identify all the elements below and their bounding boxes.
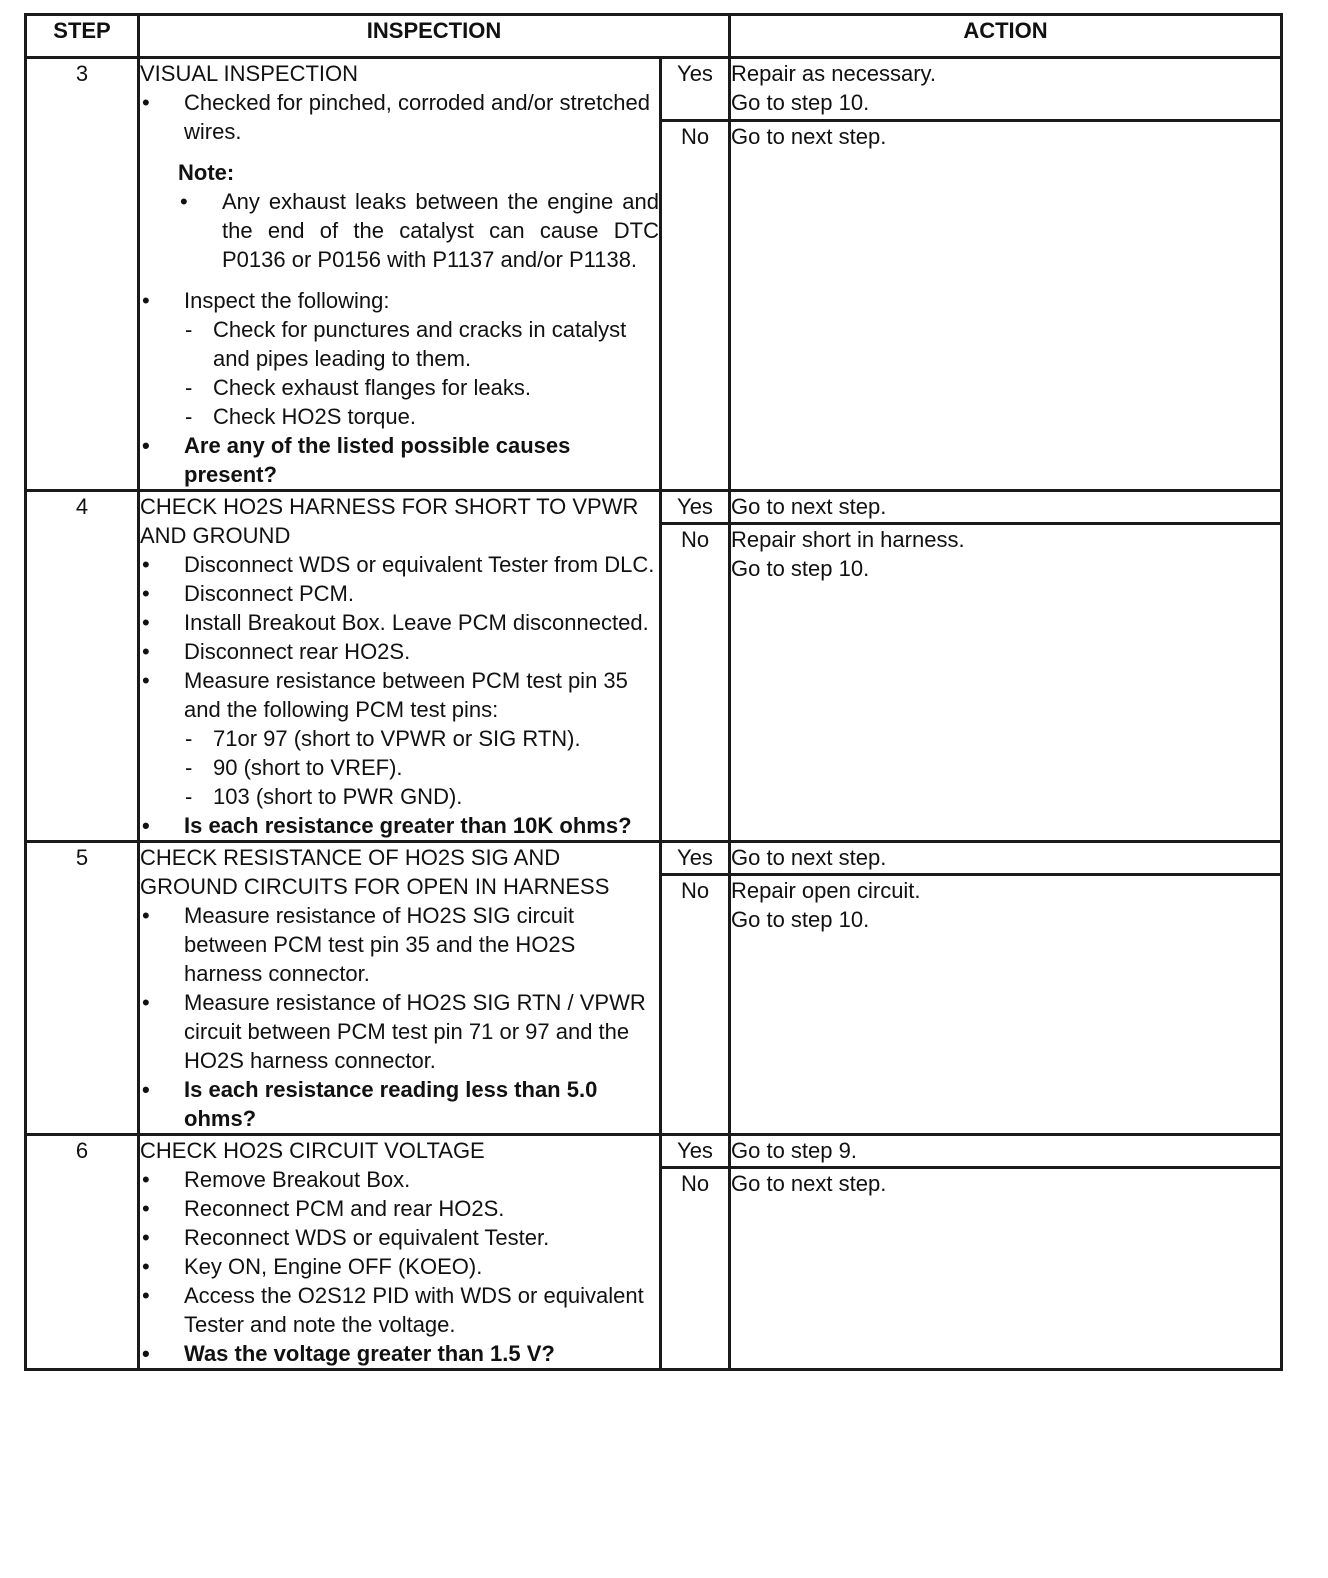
action-line: Repair open circuit. xyxy=(731,878,921,903)
no-action xyxy=(730,121,1282,491)
sub-item: - Check exhaust flanges for leaks. xyxy=(184,373,659,402)
step-number: 3 xyxy=(26,58,139,491)
no-label: No xyxy=(661,121,730,491)
no-label: No xyxy=(661,875,730,1135)
inspection-cell xyxy=(139,842,661,1135)
note-text: • Any exhaust leaks between the engine and the end of the catalyst can cause DTC P0136 or P0156 with P1137 and/or P1138. xyxy=(178,187,659,274)
list-item-text: Inspect the following: xyxy=(184,288,390,313)
bullet-list xyxy=(140,286,659,489)
step-number: 5 xyxy=(26,842,139,1135)
question: • Are any of the listed possible causes present? xyxy=(140,431,659,489)
header-inspection: INSPECTION xyxy=(139,15,730,58)
list-item: • Install Breakout Box. Leave PCM disconnected. xyxy=(140,608,659,637)
yes-label: Yes xyxy=(661,1135,730,1168)
action-line: Go to step 10. xyxy=(731,907,870,932)
inspection-cell xyxy=(139,58,661,491)
inspection-cell xyxy=(139,1135,661,1370)
header-step: STEP xyxy=(26,15,139,58)
action-line: Go to step 10. xyxy=(731,556,870,581)
step-6-yes-row xyxy=(26,1135,1282,1168)
yes-label: Yes xyxy=(661,58,730,121)
sub-item: - Check for punctures and cracks in catalyst and pipes leading to them. xyxy=(184,315,659,373)
step-title: CHECK HO2S HARNESS FOR SHORT TO VPWR AND GROUND xyxy=(140,494,639,548)
no-action xyxy=(730,875,1282,1135)
action-line: Go to step 9. xyxy=(731,1138,857,1163)
list-item-text: Measure resistance between PCM test pin 35 and the following PCM test pins: xyxy=(184,668,628,722)
list-item: • Reconnect WDS or equivalent Tester. xyxy=(140,1223,659,1252)
action-line: Go to next step. xyxy=(731,494,887,519)
yes-action xyxy=(730,842,1282,875)
action-line: Go to next step. xyxy=(731,1171,887,1196)
bullet-list xyxy=(140,88,659,146)
no-label: No xyxy=(661,1168,730,1370)
step-3-yes-row xyxy=(26,58,1282,121)
sub-list xyxy=(184,724,659,811)
action-line: Go to step 10. xyxy=(731,90,870,115)
no-action xyxy=(730,1168,1282,1370)
sub-list xyxy=(184,315,659,431)
question: • Is each resistance reading less than 5.0 ohms? xyxy=(140,1075,659,1133)
yes-label: Yes xyxy=(661,842,730,875)
list-item: • Disconnect WDS or equivalent Tester from DLC. xyxy=(140,550,659,579)
question: • Is each resistance greater than 10K ohms? xyxy=(140,811,659,840)
no-label: No xyxy=(661,524,730,842)
action-line: Go to next step. xyxy=(731,124,887,149)
sub-item: - 103 (short to PWR GND). xyxy=(184,782,659,811)
yes-label: Yes xyxy=(661,491,730,524)
step-number: 6 xyxy=(26,1135,139,1370)
bullet-list xyxy=(140,901,659,1133)
list-item xyxy=(140,666,659,811)
question: • Was the voltage greater than 1.5 V? xyxy=(140,1339,659,1368)
note-block xyxy=(178,158,659,274)
list-item: • Measure resistance of HO2S SIG RTN / VPWR circuit between PCM test pin 71 or 97 and the HO2S harness connector. xyxy=(140,988,659,1075)
bullet-list xyxy=(140,1165,659,1368)
no-action xyxy=(730,524,1282,842)
inspection-cell xyxy=(139,491,661,842)
list-item: • Remove Breakout Box. xyxy=(140,1165,659,1194)
yes-action xyxy=(730,58,1282,121)
yes-action xyxy=(730,1135,1282,1168)
list-item: • Reconnect PCM and rear HO2S. xyxy=(140,1194,659,1223)
sub-item: - 71or 97 (short to VPWR or SIG RTN). xyxy=(184,724,659,753)
header-action: ACTION xyxy=(730,15,1282,58)
action-line: Go to next step. xyxy=(731,845,887,870)
diagnostic-table xyxy=(24,13,1283,1371)
note-list xyxy=(178,187,659,274)
step-title: CHECK RESISTANCE OF HO2S SIG AND GROUND CIRCUITS FOR OPEN IN HARNESS xyxy=(140,845,610,899)
list-item: • Measure resistance of HO2S SIG circuit between PCM test pin 35 and the HO2S harness connector. xyxy=(140,901,659,988)
list-item: • Checked for pinched, corroded and/or stretched wires. xyxy=(140,88,659,146)
list-item: • Disconnect rear HO2S. xyxy=(140,637,659,666)
list-item xyxy=(140,286,659,431)
sub-item: - Check HO2S torque. xyxy=(184,402,659,431)
step-title: CHECK HO2S CIRCUIT VOLTAGE xyxy=(140,1138,485,1163)
sub-item: - 90 (short to VREF). xyxy=(184,753,659,782)
yes-action xyxy=(730,491,1282,524)
step-title: VISUAL INSPECTION xyxy=(140,61,359,86)
list-item: • Key ON, Engine OFF (KOEO). xyxy=(140,1252,659,1281)
list-item: • Disconnect PCM. xyxy=(140,579,659,608)
action-line: Repair as necessary. xyxy=(731,61,937,86)
step-4-yes-row xyxy=(26,491,1282,524)
action-line: Repair short in harness. xyxy=(731,527,965,552)
step-number: 4 xyxy=(26,491,139,842)
note-label: Note: xyxy=(178,160,235,185)
bullet-list xyxy=(140,550,659,840)
header-row xyxy=(26,15,1282,58)
list-item: • Access the O2S12 PID with WDS or equivalent Tester and note the voltage. xyxy=(140,1281,659,1339)
step-5-yes-row xyxy=(26,842,1282,875)
